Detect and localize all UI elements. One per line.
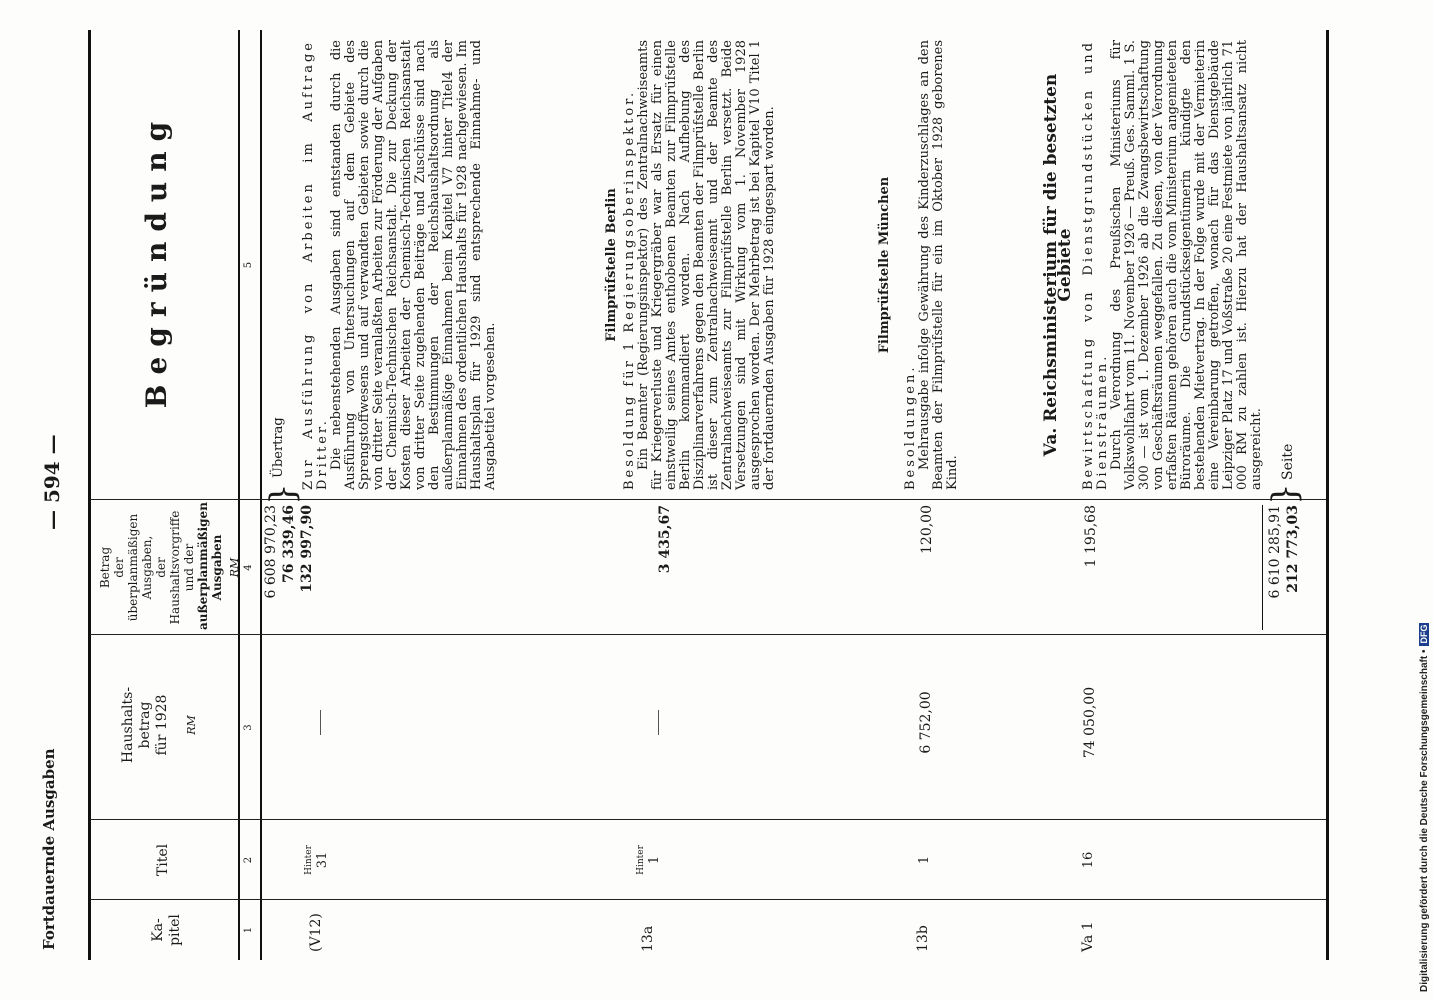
rotated-table-page: [40, 30, 1340, 960]
empty-amount-dash: [320, 710, 321, 735]
titel-cell: Hinter 1: [636, 845, 662, 875]
amount-cell: 1 195,68: [1083, 505, 1099, 568]
seite-label: Seite: [1280, 443, 1296, 480]
amount-cell: 6 752,00: [918, 691, 934, 754]
titel-cell: Hinter 31: [304, 845, 330, 875]
col-header-betrag-1928: Haushalts- betrag für 1928 RM: [120, 686, 198, 764]
amount-cell: 120,00: [919, 505, 935, 554]
column-divider: [90, 819, 1326, 820]
brace-mark: }: [1265, 483, 1305, 505]
col-header-begruendung: Begründung: [140, 111, 173, 409]
col-index: 5: [243, 261, 254, 269]
header-rule: [238, 30, 240, 960]
justification-block: Zur Ausführung von Arbeiten im Auftrage Dritter. Die nebenstehenden Ausgaben sind entstanden durch die Ausführung von Untersuchungen auf dem Gebiete des Sprengstoffwesens und auf verwandten Gebieten sowie durch die von dritter Seite veranlaßten Arbeiten zur Förderung der Aufgaben der Chemisch-Technischen Reichsanstalt. Die zur Deckung der Kosten dieser Arbeiten der Chemisch-Technischen Reichsanstalt von dritter Seite zugehenden Beiträge und Zuschüsse sind nach den Bestimmungen der Reichshaushaltsordnung als außerplanmäßige Einnahmen beim Kapitel V7 hinter Titel4 der Einnahmen des ordentlichen Haushalts für 1928 nachgewiesen. Im Haushaltsplan für 1929 sind entsprechende Einnahme- und Ausgabetitel vorgesehen.: [301, 40, 498, 490]
justification-block: Va. Reichsministerium für die besetzten Gebiete Bewirtschaftung von Dienstgrundstücken und Diensträumen. Durch Verordnung des Preußischen Ministeriums für Volkswohlfahrt vom 11. November 1926 — Preuß. Ges. Samml. 1 S. 300 — ist vom 1. Dezember 1926 ab die Zwangsbewirtschaftung von Geschäftsräumen weggefallen. Zu diesen, von der Verordnung erfaßten Räumen gehören auch die vom Ministerium angemieteten Büroräume. Die Grundstückseigentümerin kündigte den bestehenden Mietvertrag. In der Folge wurde mit der Vermieterin eine Vereinbarung getroffen, wonach für das Dienstgebäude Leipziger Platz 17 und Voßstraße 20 eine Festmiete von jährlich 71 000 RM zu zahlen ist. Hierzu hat der Haushaltsansatz nicht ausgereicht.: [1041, 40, 1264, 490]
kapitel-cell: (V12): [308, 913, 324, 952]
carry-over-label: Übertrag: [271, 417, 286, 478]
col-index: 1: [243, 926, 254, 934]
amount-cell: 3 435,67: [657, 505, 673, 574]
empty-amount-dash: [658, 710, 659, 735]
col-header-betrag-ausgaben: Betrag der überplanmäßigen Ausgaben, der Haushaltsvorgriffe und der außerplanmäßigen Ausgaben RM: [98, 502, 241, 630]
titel-cell: 16: [1081, 851, 1096, 869]
kapitel-cell: 13a: [640, 925, 656, 952]
col-header-titel: Titel: [155, 843, 171, 877]
amount-cell: 74 050,00: [1082, 686, 1098, 759]
dfg-side-note: Digitalisierung gefördert durch die Deutsche Forschungsgemeinschaft •DFG: [1419, 624, 1430, 992]
running-title: Fortdauernde Ausgaben: [40, 748, 58, 950]
kapitel-cell: 13b: [915, 925, 931, 952]
carry-over-amounts: 6 608 970,23 76 339,46 132 997,90: [263, 505, 315, 599]
page-sum: 6 610 285,91 212 773,03: [1267, 505, 1301, 599]
kapitel-cell: Va 1: [1080, 921, 1096, 952]
titel-cell: 1: [917, 855, 932, 865]
col-header-kapitel: Ka-pitel: [150, 914, 183, 946]
table-top-rule: [88, 30, 91, 960]
table-bottom-rule: [1326, 30, 1329, 960]
column-divider: [90, 634, 1326, 635]
page-number: — 594 —: [40, 434, 64, 530]
brace-mark: }: [263, 483, 303, 505]
col-index: 2: [243, 856, 254, 864]
sum-rule: [1262, 505, 1263, 630]
justification-block: Filmprüfstelle Berlin Besoldung für 1 Regierungsoberinspektor. Ein Beamter (Regierungsinspektor) des Zentralnachweiseamts für Kriegerverluste und Kriegergräber war als Ersatz für einen einstweilig seines Amtes enthobenen Beamten zur Filmprüfstelle Berlin kommandiert worden. Nach Aufhebung des Disziplinarverfahrens gegen den Beamten der Filmprüfstelle Berlin ist dieser zum Zentralnachweiseamt und der Beamte des Zentralnachweiseamts zur Filmprüfstelle Berlin versetzt. Beide Versetzungen sind mit Wirkung vom 1. November 1928 ausgesprochen worden. Der Mehrbetrag ist bei Kapitel V10 Titel 1 der fortdauernden Ausgaben für 1928 eingespart worden.: [604, 40, 777, 490]
col-index: 3: [243, 724, 254, 731]
index-rule: [260, 30, 262, 960]
dfg-logo: DFG: [1419, 624, 1429, 644]
column-divider: [90, 899, 1326, 900]
col-index: 4: [243, 564, 254, 571]
justification-block: Filmprüfstelle München Besoldungen. Mehrausgabe infolge Gewährung des Kinderzuschlages an den Beamten der Filmprüfstelle für ein im Oktober 1928 geborenes Kind.: [877, 40, 960, 490]
